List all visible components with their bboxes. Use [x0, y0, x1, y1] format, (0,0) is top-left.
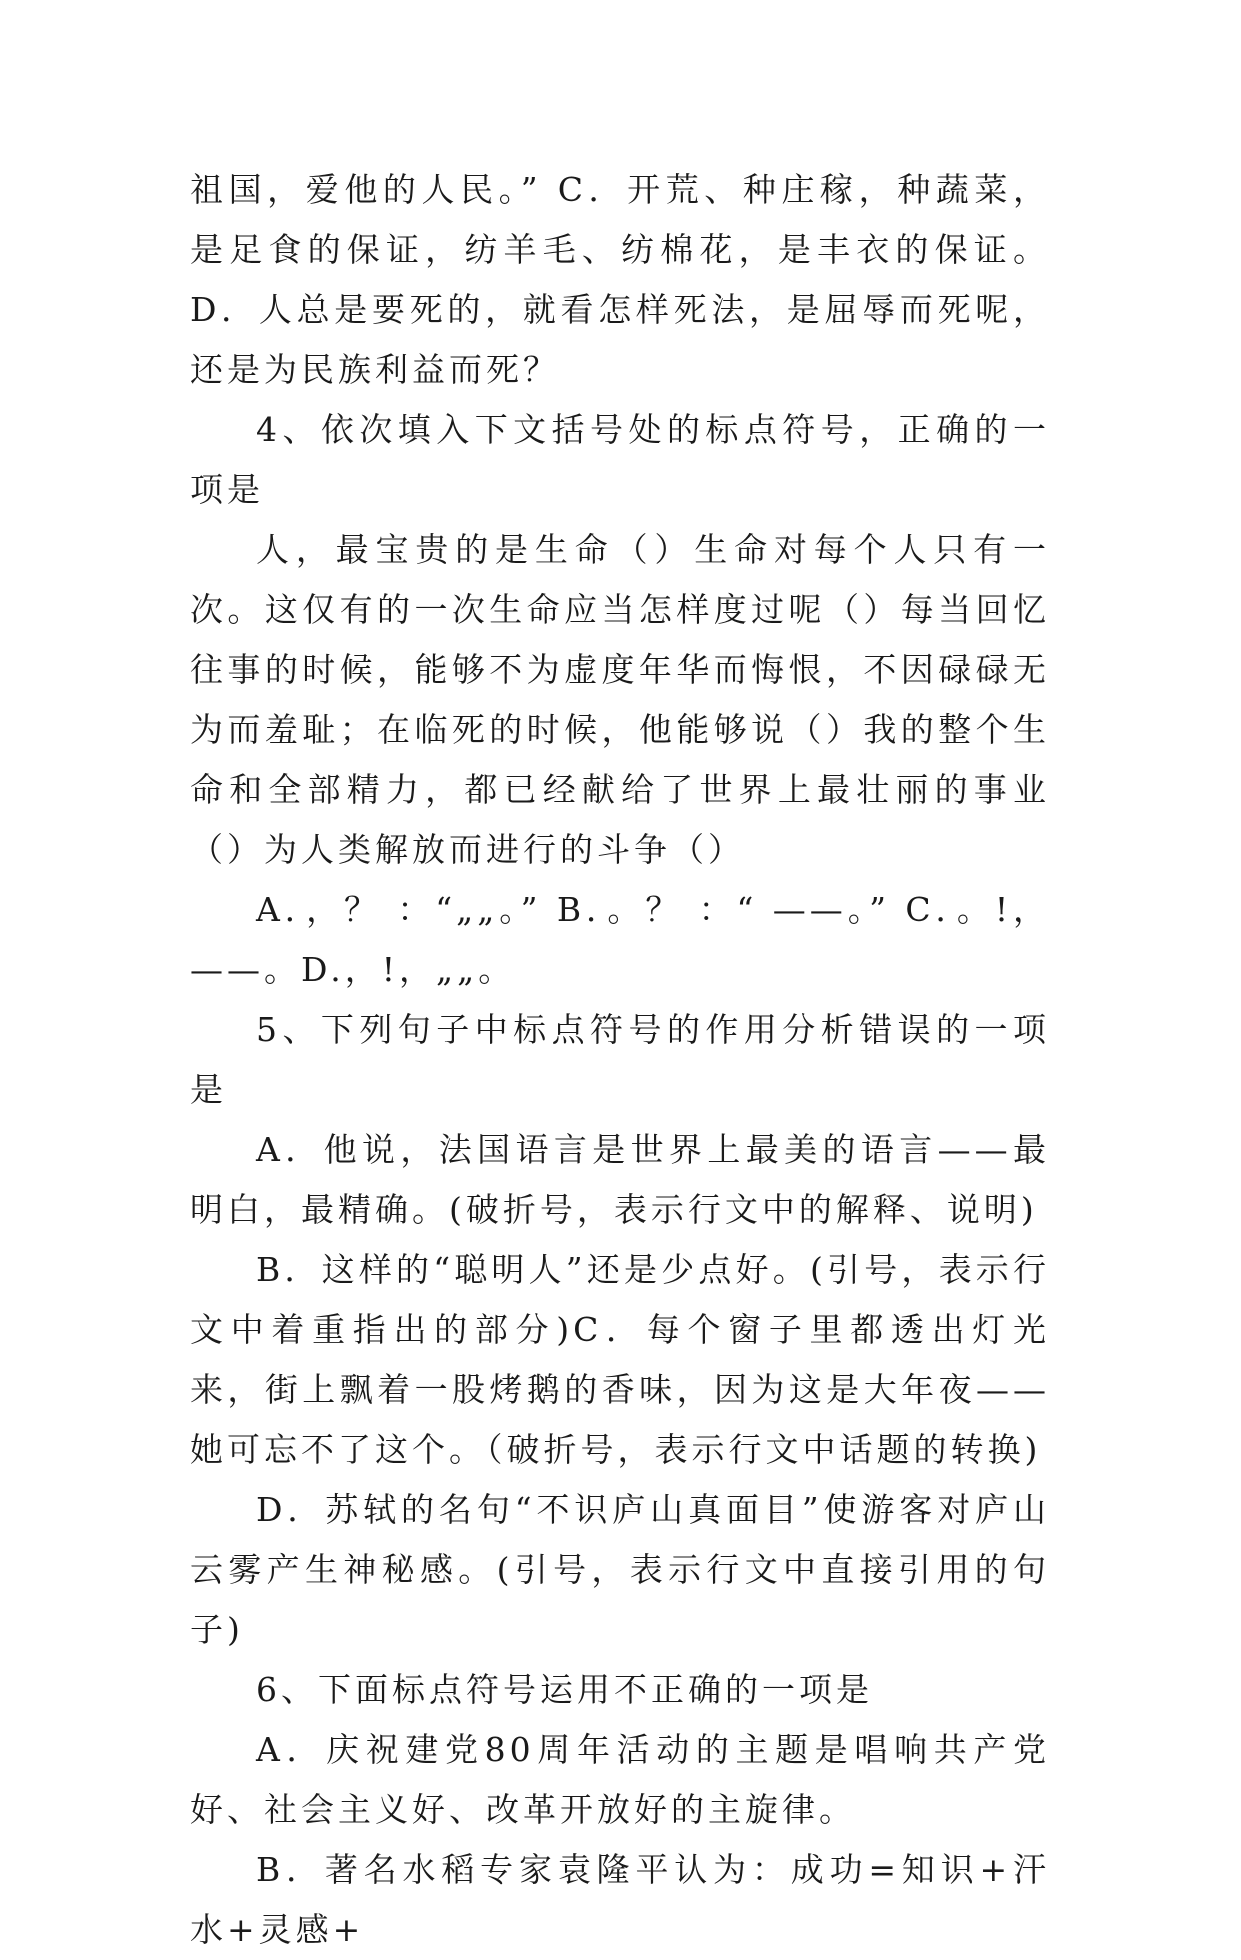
- question-5-stem: 5、下列句子中标点符号的作用分析错误的一项是: [190, 1010, 1050, 1109]
- question-6-option-a: A．庆祝建党80周年活动的主题是唱响共产党好、社会主义好、改革开放好的主旋律。: [190, 1730, 1050, 1829]
- question-4-passage: 人，最宝贵的是生命（）生命对每个人只有一次。这仅有的一次生命应当怎样度过呢（）每当回忆往事的时候，能够不为虚度年华而悔恨，不因碌碌无为而羞耻；在临死的时候，他能够说（）我的整个生命和全部精力，都已经献给了世界上最壮丽的事业（）为人类解放而进行的斗争（）: [190, 530, 1050, 869]
- document-body: [190, 160, 1050, 1960]
- question-5-option-d: D．苏轼的名句“不识庐山真面目”使游客对庐山云雾产生神秘感。(引号，表示行文中直接引用的句子): [190, 1490, 1050, 1649]
- question-6-stem: 6、下面标点符号运用不正确的一项是: [256, 1670, 873, 1709]
- question-4-stem: 4、依次填入下文括号处的标点符号，正确的一项是: [190, 410, 1050, 509]
- question-5-option-b-c: B．这样的“聪明人”还是少点好。(引号，表示行文中着重指出的部分)C．每个窗子里都透出灯光来，街上飘着一股烤鹅的香味，因为这是大年夜——她可忘不了这个。（破折号，表示行文中话题的转换): [190, 1250, 1050, 1469]
- question-6-option-b: B．著名水稻专家袁隆平认为：成功=知识+汗水+灵感+: [190, 1850, 1050, 1949]
- question-5-option-a: A．他说，法国语言是世界上最美的语言——最明白，最精确。(破折号，表示行文中的解释、说明): [190, 1130, 1050, 1229]
- paragraph-continuation: 祖国，爱他的人民。” C．开荒、种庄稼，种蔬菜，是足食的保证，纺羊毛、纺棉花，是丰衣的保证。D．人总是要死的，就看怎样死法，是屈辱而死呢，还是为民族利益而死？: [190, 170, 1050, 389]
- question-4-options: A．，？ ：“„„。” B．。？ ：“ ——。” C．。!，——。D.，!，„„。: [190, 890, 1050, 989]
